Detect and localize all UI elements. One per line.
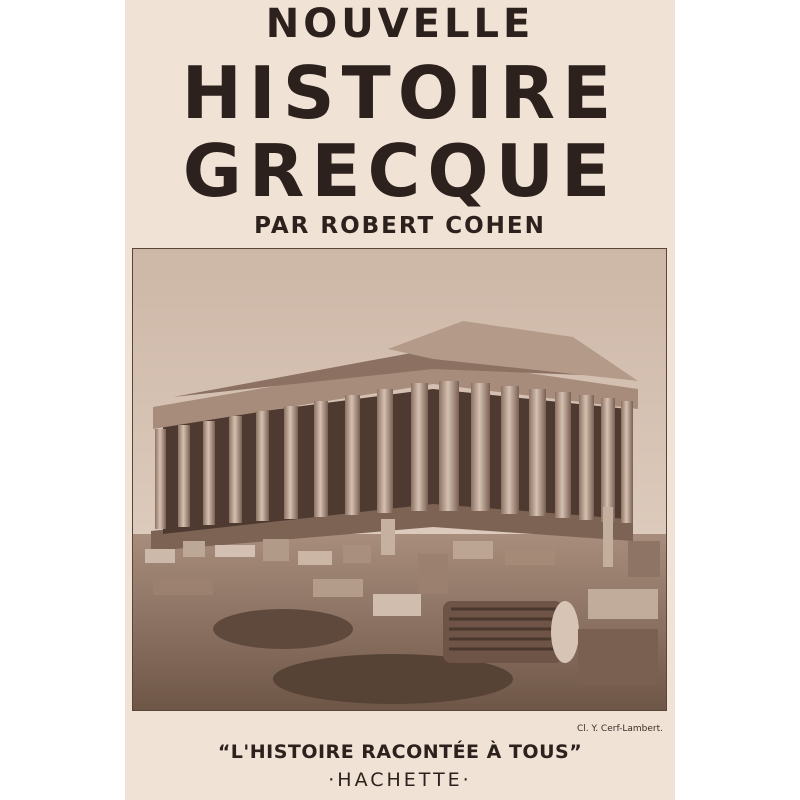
cover-photograph <box>132 248 667 711</box>
publisher-name: ·HACHETTE· <box>328 769 472 791</box>
title-line-grecque: GRECQUE <box>182 129 618 213</box>
author-line: PAR ROBERT COHEN <box>254 213 546 239</box>
foreground-rock-left <box>213 609 353 649</box>
temple-ruins-illustration <box>133 249 667 711</box>
photo-credit: Cl. Y. Cerf-Lambert. <box>577 724 663 734</box>
book-cover <box>125 0 675 800</box>
title-line-histoire: HISTOIRE <box>181 51 619 135</box>
series-title: “L'HISTOIRE RACONTÉE À TOUS” <box>217 741 583 763</box>
title-line-nouvelle: NOUVELLE <box>265 1 535 47</box>
